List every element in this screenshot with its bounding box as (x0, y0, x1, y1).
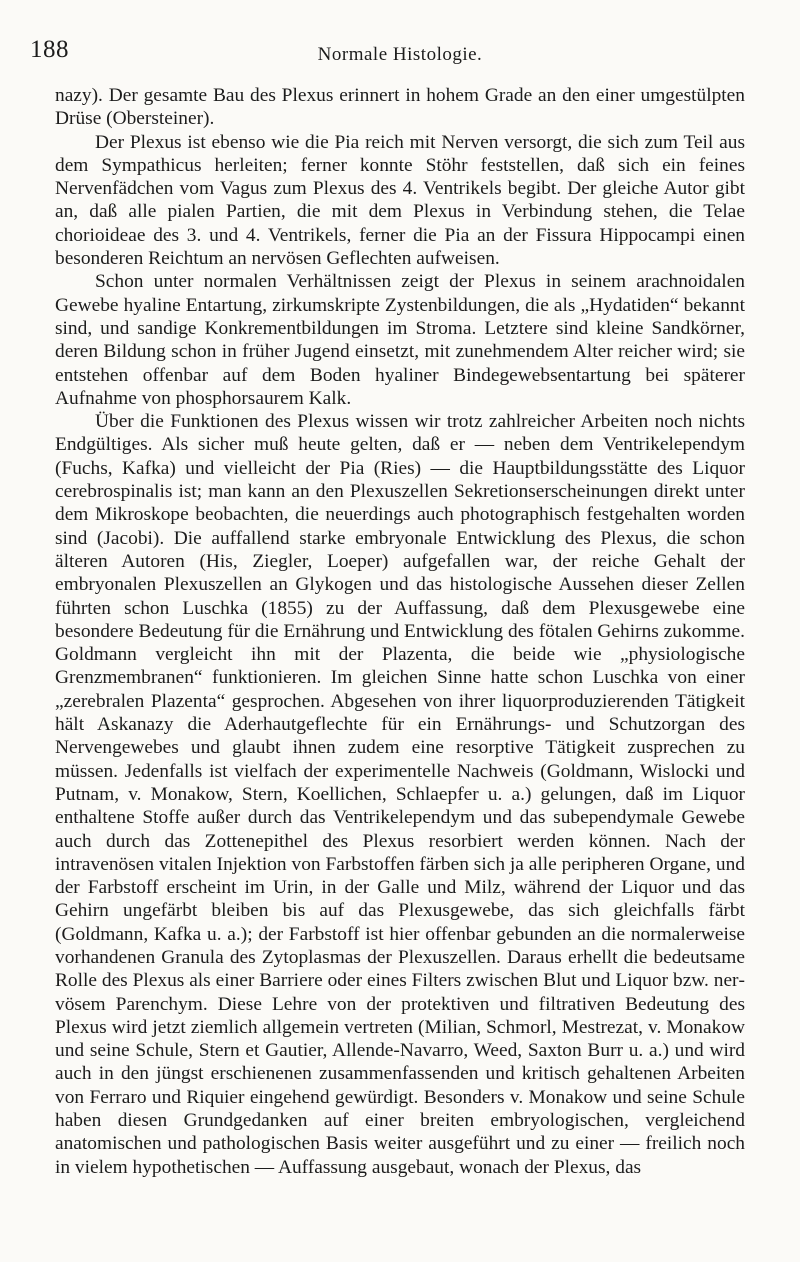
paragraph-3: Schon unter normalen Verhältnissen zeigt der Plexus in seinem arachnoidalen Gewebe hyaline Entartung, zirkumskripte Zystenbildungen, die als „Hydatiden“ bekannt sind, und sandige Konkrementbildungen im Stroma. Letztere sind kleine Sandkörner, deren Bildung schon in früher Jugend einsetzt, mit zunehmendem Alter reicher wird; sie entstehen offenbar auf dem Boden hyaliner Bindegewebsentartung bei späterer Aufnahme von phosphorsaurem Kalk. (55, 271, 745, 409)
running-title: Normale Histologie. (317, 44, 483, 65)
paragraph-1: nazy). Der gesamte Bau des Plexus erinnert in hohem Grade an den einer umgestülpten Drüse (Obersteiner). (55, 85, 745, 130)
paragraph-4: Über die Funktionen des Plexus wissen wir trotz zahlreicher Arbeiten noch nichts Endgültiges. Als sicher muß heute gelten, daß er — neben dem Ventrikelependym (Fuchs, Kafka) und vielleicht der Pia (Ries) — die Hauptbildungsstätte des Liquor cerebrospinalis ist; man kann an den Plexuszellen Sekretionserscheinungen direkt unter dem Mikroskope beobachten, die neuerdings auch photographisch festgehalten worden sind (Jacobi). Die auffallend starke embryonale Entwicklung des Plexus, die schon älteren Autoren (His, Ziegler, Loeper) aufgefallen war, der reiche Gehalt der embryonalen Plexuszellen an Glykogen und das histologische Aussehen dieser Zellen führten schon Luschka (1855) zu der Auffassung, daß dem Plexusgewebe eine besondere Bedeutung für die Ernährung und Entwicklung des fötalen Gehirns zukomme. Goldmann vergleicht ihn mit der Plazenta, die beide wie „physiologische Grenzmembranen“ funktionieren. Im gleichen Sinne hatte schon Luschka von einer „zerebralen Plazenta“ gesprochen. Abgesehen von ihrer liquorproduzierenden Tätigkeit hält Askanazy die Aderhautgeflechte für ein Ernährungs- und Schutzorgan des Nervengewebes und glaubt ihnen zudem eine resorptive Tätigkeit zusprechen zu müssen. Jedenfalls ist vielfach der experimentelle Nachweis (Goldmann, Wislocki und Putnam, v. Monakow, Stern, Koellichen, Schlaepfer u. a.) gelungen, daß im Liquor enthaltene Stoffe außer durch das Ventrikelependym und das subependymale Gewebe auch durch das Zottenepithel des Plexus resorbiert werden können. Nach der intravenösen vitalen Injektion von Farbstoffen färben sich ja alle peripheren Organe, und der Farbstoff erscheint im Urin, in der Galle und Milz, während der Liquor und das Gehirn ungefärbt bleiben bis auf das Plexusgewebe, das sich gleichfalls färbt (Goldmann, Kafka u. a.); der Farbstoff ist hier offenbar gebunden an die normalerweise vorhandenen Granula des Zytoplasmas der Plexuszellen. Daraus erhellt die bedeutsame Rolle des Plexus als einer Barriere oder eines Filters zwischen Blut und Liquor bzw. nervösem Parenchym. Diese Lehre von der protektiven und filtrativen Bedeutung des Plexus wird jetzt ziemlich allgemein vertreten (Milian, Schmorl, Mestrezat, v. Monakow und seine Schule, Stern et Gautier, Allende-Navarro, Weed, Saxton Burr u. a.) und wird auch in den jüngst erschienenen zusammenfassenden und kritisch gehaltenen Arbeiten von Ferraro und Riquier eingehend gewürdigt. Besonders v. Monakow und seine Schule haben diesen Grundgedanken auf einer breiten embryologischen, vergleichend anatomischen und pathologischen Basis weiter ausgeführt und zu einer — freilich noch in vielem hypothetischen — Auffassung ausgebaut, wonach der Plexus, das (55, 411, 745, 1178)
page-header (30, 36, 770, 72)
paragraph-2: Der Plexus ist ebenso wie die Pia reich mit Nerven versorgt, die sich zum Teil aus dem Sympathicus herleiten; ferner konnte Stöhr feststellen, daß sich ein feines Nervenfädchen vom Vagus zum Plexus des 4. Ventrikels begibt. Der gleiche Autor gibt an, daß alle pialen Partien, die mit dem Plexus in Verbindung stehen, die Telae chorioideae des 3. und 4. Ventrikels, ferner die Pia an der Fissura Hippocampi einen besonderen Reichtum an nervösen Geflechten aufweisen. (55, 131, 745, 270)
page-number: 188 (30, 36, 69, 63)
body-text (55, 84, 745, 1179)
